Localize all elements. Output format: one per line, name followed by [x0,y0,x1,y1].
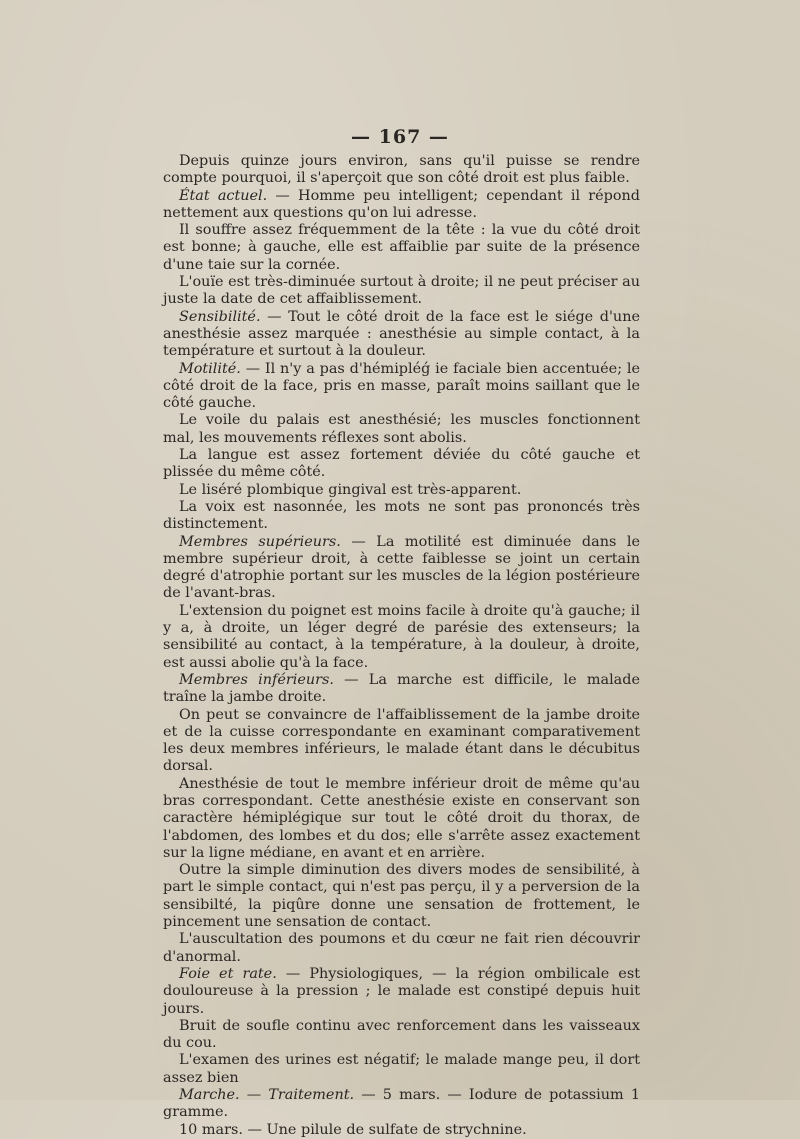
paragraph: Motilité. — Il n'y a pas d'hémipléǵ ie faciale bien accentuée; le côté droit de la face, pris en masse, paraît moins saillant que le côté gauche. [163,360,640,412]
paragraph: 10 mars. — Une pilule de sulfate de strychnine. [179,1121,527,1138]
paragraph: L'ouïe est très-diminuée surtout à droite; il ne peut préciser au juste la date de cet affaiblissement. [163,274,640,308]
paragraph: La langue est assez fortement déviée du côté gauche et plissée du même côté. [163,447,640,481]
paragraph: Anesthésie de tout le membre inférieur droit de même qu'au bras correspondant. Cette anesthésie existe en conservant son caractère hémiplégique sur tout le côté droit du thorax, de l'abdomen, des lombes et du dos; elle s'arrête assez exactement sur la ligne médiane, en avant et en arrière. [163,775,640,861]
paragraph: La voix est nasonnée, les mots ne sont pas prononcés très distinctement. [163,498,640,533]
paragraph: Marche. — Traitement. — 5 mars. — Iodure de potassium 1 gramme. [163,1087,640,1121]
paragraph: Outre la simple diminution des divers modes de sensibilité, à part le simple contact, qui n'est pas perçu, il y a perversion de la sensibilté, la piqûre donne une sensation de frottement, le pincement une sensation de contact. [163,862,640,931]
paragraph: L'extension du poignet est moins facile à droite qu'à gauche; il y a, à droite, un léger degré de parésie des extenseurs; la sensibilité au contact, à la température, à la douleur, à droite, est aussi abolie qu'à la face. [163,602,640,671]
paragraph: Le voile du palais est anesthésié; les muscles fonctionnent mal, les mouvements réflexes sont abolis. [163,412,640,446]
paragraph: Sensibilité. — Tout le côté droit de la face est le siége d'une anesthésie assez marquée : anesthésie au simple contact, à la température et surtout à la douleur. [163,308,640,360]
paragraph: Bruit de soufle continu avec renforcement dans les vaisseaux du cou. [163,1017,640,1052]
paragraph: Foie et rate. — Physiologiques, — la région ombilicale est douloureuse à la pression ; le malade est constipé depuis huit jours. [163,965,640,1017]
paragraph: Il souffre assez fréquemment de la tête : la vue du côté droit est bonne; à gauche, elle est affaiblie par suite de la présence d'une taie sur la cornée. [163,222,640,273]
paragraph: On peut se convaincre de l'affaiblissement de la jambe droite et de la cuisse correspondante en examinant comparativement les deux membres inférieurs, le malade étant dans le décubitus dorsal. [163,706,640,775]
paragraph: Membres inférieurs. — La marche est difficile, le malade traîne la jambe droite. [163,671,640,706]
paragraph: Le liséré plombique gingival est très-apparent. [179,481,522,498]
paragraph: L'examen des urines est négatif; le malade mange peu, il dort assez bien [163,1052,640,1086]
paragraph: Depuis quinze jours environ, sans qu'il puisse se rendre compte pourquoi, il s'aperçoit que son côté droit est plus faible. [163,153,640,187]
paragraph: État actuel. — Homme peu intelligent; cependant il répond nettement aux questions qu'on lui adresse. [163,187,641,221]
page-number: — 167 — [351,126,449,148]
paragraph: L'auscultation des poumons et du cœur ne fait rien découvrir d'anormal. [163,931,640,965]
body-text [163,153,640,1139]
paragraph: Membres supérieurs. — La motilité est diminuée dans le membre supérieur droit, à cette faiblesse se joint un certain degré d'atrophie portant sur les muscles de la légion postérieure de l'avant-bras. [163,533,640,602]
